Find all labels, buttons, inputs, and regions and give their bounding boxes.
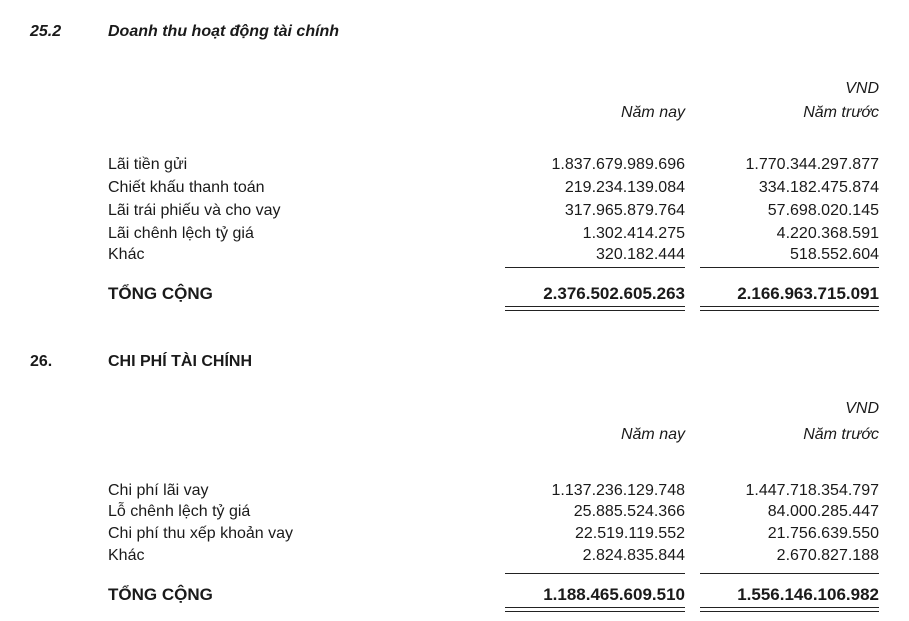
currency-unit: VND <box>845 80 879 97</box>
table-row <box>0 245 909 265</box>
prior-year-value: 57.698.020.145 <box>767 202 879 219</box>
total-prior-year-value: 1.556.146.106.982 <box>737 585 879 604</box>
prior-year-value: 1.770.344.297.877 <box>745 156 879 173</box>
prior-year-value: 84.000.285.447 <box>767 503 879 520</box>
total-double-rule <box>700 306 879 311</box>
section-title: Doanh thu hoạt động tài chính <box>108 23 340 40</box>
table-row <box>0 546 909 566</box>
current-year-value: 317.965.879.764 <box>564 202 685 219</box>
prior-year-value: 334.182.475.874 <box>758 179 879 196</box>
prior-year-value: 1.447.718.354.797 <box>745 482 879 499</box>
total-label: TỔNG CỘNG <box>108 585 213 604</box>
total-label: TỔNG CỘNG <box>108 284 213 303</box>
column-header-prior-year: Năm trước <box>803 426 879 443</box>
prior-year-value: 2.670.827.188 <box>776 547 879 564</box>
row-label: Lãi tiền gửi <box>108 156 188 173</box>
total-row <box>0 284 909 304</box>
section-number: 26. <box>30 353 53 370</box>
row-label: Lỗ chênh lệch tỷ giá <box>108 503 251 520</box>
current-year-value: 219.234.139.084 <box>564 179 685 196</box>
current-year-value: 25.885.524.366 <box>573 503 685 520</box>
row-label: Chiết khấu thanh toán <box>108 179 265 196</box>
currency-unit: VND <box>845 400 879 417</box>
subtotal-rule <box>505 267 685 268</box>
total-double-rule <box>505 306 685 311</box>
total-current-year-value: 1.188.465.609.510 <box>543 585 685 604</box>
row-label: Chi phí thu xếp khoản vay <box>108 525 294 542</box>
table-row <box>0 178 909 198</box>
column-header-current-year: Năm nay <box>620 426 685 443</box>
total-row <box>0 585 909 605</box>
current-year-value: 1.137.236.129.748 <box>551 482 685 499</box>
prior-year-value: 518.552.604 <box>790 246 879 263</box>
table-row <box>0 155 909 175</box>
total-double-rule <box>505 607 685 612</box>
current-year-value: 2.824.835.844 <box>582 547 685 564</box>
section-title: CHI PHÍ TÀI CHÍNH <box>108 353 252 370</box>
row-label: Chi phí lãi vay <box>108 482 209 499</box>
column-header-current-year: Năm nay <box>620 104 685 121</box>
prior-year-value: 4.220.368.591 <box>776 225 879 242</box>
total-double-rule <box>700 607 879 612</box>
row-label: Khác <box>108 246 145 263</box>
current-year-value: 320.182.444 <box>596 246 685 263</box>
table-row <box>0 502 909 522</box>
table-row <box>0 201 909 221</box>
current-year-value: 22.519.119.552 <box>574 525 685 542</box>
column-header-prior-year: Năm trước <box>803 104 879 121</box>
subtotal-rule <box>505 573 685 574</box>
table-row <box>0 481 909 501</box>
current-year-value: 1.302.414.275 <box>582 225 685 242</box>
table-row <box>0 524 909 544</box>
current-year-value: 1.837.679.989.696 <box>551 156 685 173</box>
total-current-year-value: 2.376.502.605.263 <box>543 284 685 303</box>
table-row <box>0 224 909 244</box>
row-label: Khác <box>108 547 145 564</box>
subtotal-rule <box>700 267 879 268</box>
total-prior-year-value: 2.166.963.715.091 <box>737 284 879 303</box>
subtotal-rule <box>700 573 879 574</box>
row-label: Lãi chênh lệch tỷ giá <box>108 225 254 242</box>
prior-year-value: 21.756.639.550 <box>767 525 879 542</box>
section-number: 25.2 <box>30 23 62 40</box>
row-label: Lãi trái phiếu và cho vay <box>108 202 281 219</box>
